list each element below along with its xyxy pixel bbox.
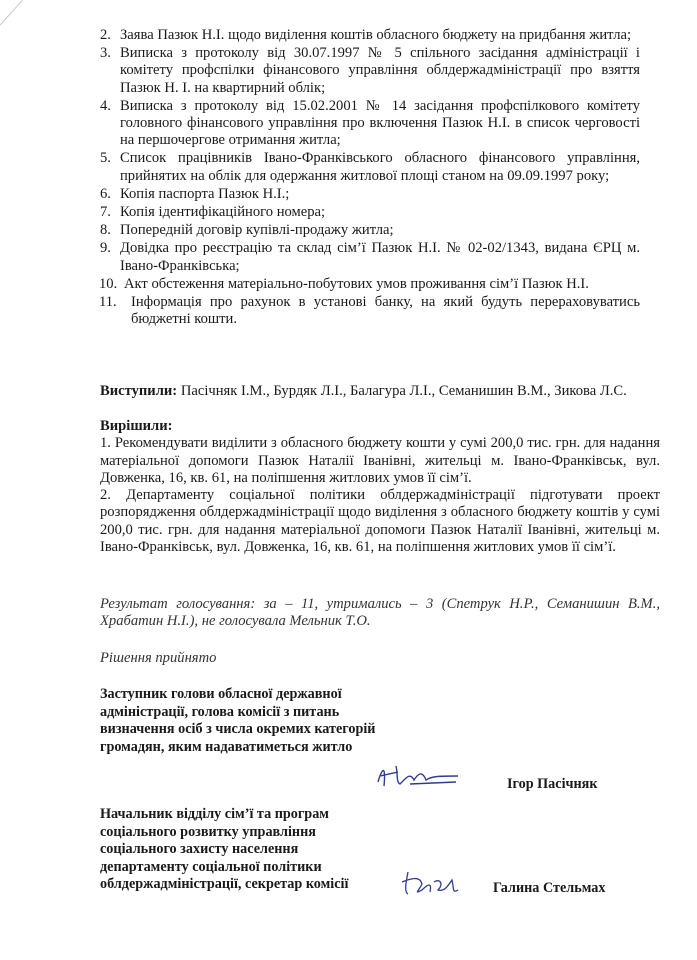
decision-point-2: 2. Департаменту соціальної політики облдержадміністрації підготувати проект розпорядження облдержадміністрації щодо виділення з обласного бюджету коштів у сумі 200,0 тис. грн. для надання матеріальної допомоги Пазюк Наталії Іванівні, жительці м. Івано-Франківськ, вул. Довженка, 16, кв. 61, на поліпшення житлових умов її сім’ї.: [100, 487, 660, 556]
list-item: 5. Список працівників Івано-Франківського обласного фінансового управління, прийнятих на облік для одержання житлової площі станом на 09.09.1997 року;: [100, 150, 640, 184]
page-corner-fold: [0, 0, 23, 53]
signature-2: [398, 864, 478, 904]
list-item: 6. Копія паспорта Пазюк Н.І.;: [100, 185, 290, 202]
list-item: 4. Виписка з протоколу від 15.02.2001 № 14 засідання профспілкового комітету головного фінансового управління про включення Пазюк Н.І. в список черговості на першочергове отримання житла;: [100, 97, 640, 149]
speakers-text: Пасічняк І.М., Бурдяк Л.І., Балагура Л.І., Семанишин В.М., Зикова Л.С.: [180, 383, 627, 399]
decided-section: [100, 418, 660, 556]
signatory-2-name: Галина Стельмах: [493, 880, 606, 896]
signatory-2-title: Начальник відділу сім’ї та програм соціального розвитку управління соціального захисту населення департаменту соціальної політики облдержадміністрації, секретар комісії: [100, 806, 349, 893]
list-item: 3. Виписка з протоколу від 30.07.1997 № 5 спільного засідання адміністрації і комітету профспілки фінансового управління облдержадміністрації про взяття Пазюк Н. І. на квартирний облік;: [100, 45, 640, 96]
signatory-1-title: Заступник голови обласної державної адміністрації, голова комісії з питань визначення осіб з числа окремих категорій громадян, яким надаватиметься житло: [100, 686, 376, 755]
decision-status: Рішення прийнято: [100, 650, 217, 666]
list-item: 10. Акт обстеження матеріально-побутових умов проживання сім’ї Пазюк Н.І.: [99, 275, 589, 292]
list-item: 2. Заява Пазюк Н.І. щодо виділення коштів обласного бюджету на придбання житла;: [100, 27, 632, 43]
decided-label: Вирішили:: [100, 418, 173, 434]
list-item: 8. Попередній договір купівлі-продажу житла;: [100, 222, 394, 239]
attachments-list: [100, 27, 640, 329]
signature-1: [370, 758, 465, 794]
vote-result: Результат голосування: за – 11, утримались – 3 (Спетрук Н.Р., Семанишин В.М., Храбатин Н.І.), не голосувала Мельник Т.О.: [100, 596, 660, 630]
list-item: 11. Інформація про рахунок в установі банку, на який будуть перераховуватись бюджетні кошти.: [99, 294, 640, 328]
speakers-section: [100, 383, 660, 400]
list-item: 7. Копія ідентифікаційного номера;: [100, 204, 326, 221]
signatory-1-name: Ігор Пасічняк: [507, 776, 598, 792]
speakers-label: Виступили:: [100, 383, 178, 399]
decision-point-1: 1. Рекомендувати виділити з обласного бюджету кошти у сумі 200,0 тис. грн. для надання матеріальної допомоги Пазюк Наталії Іванівні, жительці м. Івано-Франківськ, вул. Довженка, 16, кв. 61, на поліпшення житлових умов її сім’ї.: [100, 435, 660, 486]
list-item: 9. Довідка про реєстрацію та склад сім’ї Пазюк Н.І. № 02-02/1343, видана ЄРЦ м. Івано-Франківська;: [100, 240, 640, 274]
